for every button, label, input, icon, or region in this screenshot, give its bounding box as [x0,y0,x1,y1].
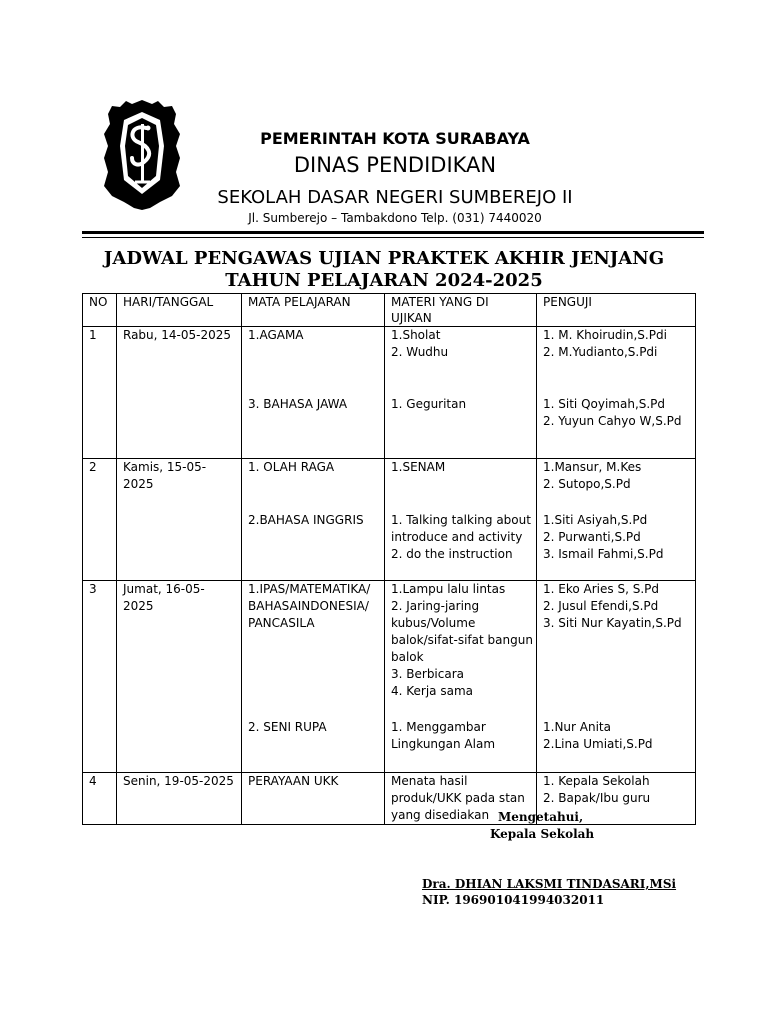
subject-name: 1.AGAMA [248,328,304,342]
material-line: 1.Lampu lalu lintas [391,582,506,596]
header-government: PEMERINTAH KOTA SURABAYA [260,129,530,148]
material-line: 4. Kerja sama [391,684,474,698]
cell-day: Kamis, 15-05-2025 [117,459,242,581]
cell-material [385,581,537,773]
subject-name: 2.BAHASA INGGRIS [248,513,364,527]
cell-no: 4 [83,773,117,825]
table-row [83,581,696,773]
cell-day: Jumat, 16-05-2025 [117,581,242,773]
examiner-line: 2. Purwanti,S.Pd [543,530,641,544]
material-line: kubus/Volume [391,616,476,630]
header-school-name: SEKOLAH DASAR NEGERI SUMBEREJO II [217,187,573,208]
examiner-line: 3. Ismail Fahmi,S.Pd [543,547,664,561]
examiner-line: 2. Yuyun Cahyo W,S.Pd [543,414,682,428]
cell-subject [242,581,385,773]
subject-name: 1.IPAS/MATEMATIKA/ [248,582,371,596]
subject-name: PANCASILA [248,616,315,630]
cell-no: 2 [83,459,117,581]
table-row [83,773,696,825]
header-address: Jl. Sumberejo – Tambakdono Telp. (031) 7440020 [248,211,542,225]
header-cell-subject: MATA PELAJARAN [242,294,385,327]
examiner-line: 1. Kepala Sekolah [543,774,650,788]
material-line: balok/sifat-sifat bangun [391,633,533,647]
subject-name: 2. SENI RUPA [248,720,327,734]
material-line: 1. Menggambar [391,720,486,734]
cell-examiner [537,327,696,459]
material-line: balok [391,650,424,664]
material-line: 1. Talking talking about [391,513,531,527]
header-cell-no: NO [83,294,117,327]
surabaya-coat-of-arms-icon [102,98,182,210]
examiner-line: 3. Siti Nur Kayatin,S.Pd [543,616,682,630]
examiner-line: 2. Jusul Efendi,S.Pd [543,599,659,613]
cell-no: 3 [83,581,117,773]
subject-name: PERAYAAN UKK [248,774,339,788]
document-subtitle: TAHUN PELAJARAN 2024-2025 [225,270,543,291]
material-line: 2. Jaring-jaring [391,599,480,613]
cell-examiner [537,459,696,581]
examiner-line: 1. M. Khoirudin,S.Pdi [543,328,667,342]
cell-day: Senin, 19-05-2025 [117,773,242,825]
cell-subject [242,773,385,825]
subject-name: 3. BAHASA JAWA [248,397,348,411]
table-header-row [83,294,696,327]
header-divider-thin [82,237,704,238]
examiner-line: 1.Nur Anita [543,720,611,734]
material-line: yang disediakan [391,808,490,822]
signature-acknowledged: Mengetahui, [498,810,584,824]
signature-name: Dra. DHIAN LAKSMI TINDASARI,MSi [422,877,677,891]
table-row [83,459,696,581]
cell-subject [242,327,385,459]
material-line: 3. Berbicara [391,667,465,681]
document-title: JADWAL PENGAWAS UJIAN PRAKTEK AKHIR JENJANG [103,248,665,269]
subject-name: BAHASAINDONESIA/ [248,599,369,613]
material-line: Lingkungan Alam [391,737,496,751]
material-line: produk/UKK pada stan [391,791,525,805]
cell-material [385,327,537,459]
schedule-table [82,293,696,825]
cell-subject [242,459,385,581]
material-line: Menata hasil [391,774,468,788]
material-line: 1.Sholat [391,328,441,342]
examiner-line: 1. Siti Qoyimah,S.Pd [543,397,666,411]
examiner-line: 2. Bapak/Ibu guru [543,791,651,805]
examiner-line: 1.Siti Asiyah,S.Pd [543,513,648,527]
examiner-line: 2. M.Yudianto,S.Pdi [543,345,658,359]
material-line: introduce and activity [391,530,523,544]
header-divider-thick [82,231,704,234]
cell-day: Rabu, 14-05-2025 [117,327,242,459]
subject-name: 1. OLAH RAGA [248,460,335,474]
header-cell-material: MATERI YANG DI UJIKAN [385,294,537,327]
cell-material [385,459,537,581]
signature-position: Kepala Sekolah [490,827,595,841]
material-line: 2. do the instruction [391,547,513,561]
signature-nip: NIP. 196901041994032011 [422,893,605,907]
material-line: 1.SENAM [391,460,446,474]
examiner-line: 1.Mansur, M.Kes [543,460,642,474]
header-cell-examiner: PENGUJI [537,294,696,327]
cell-examiner [537,581,696,773]
material-line: 1. Geguritan [391,397,467,411]
cell-no: 1 [83,327,117,459]
material-line: 2. Wudhu [391,345,449,359]
examiner-line: 2.Lina Umiati,S.Pd [543,737,653,751]
examiner-line: 2. Sutopo,S.Pd [543,477,631,491]
examiner-line: 1. Eko Aries S, S.Pd [543,582,659,596]
header-department: DINAS PENDIDIKAN [293,153,497,177]
table-row [83,327,696,459]
header-cell-day: HARI/TANGGAL [117,294,242,327]
